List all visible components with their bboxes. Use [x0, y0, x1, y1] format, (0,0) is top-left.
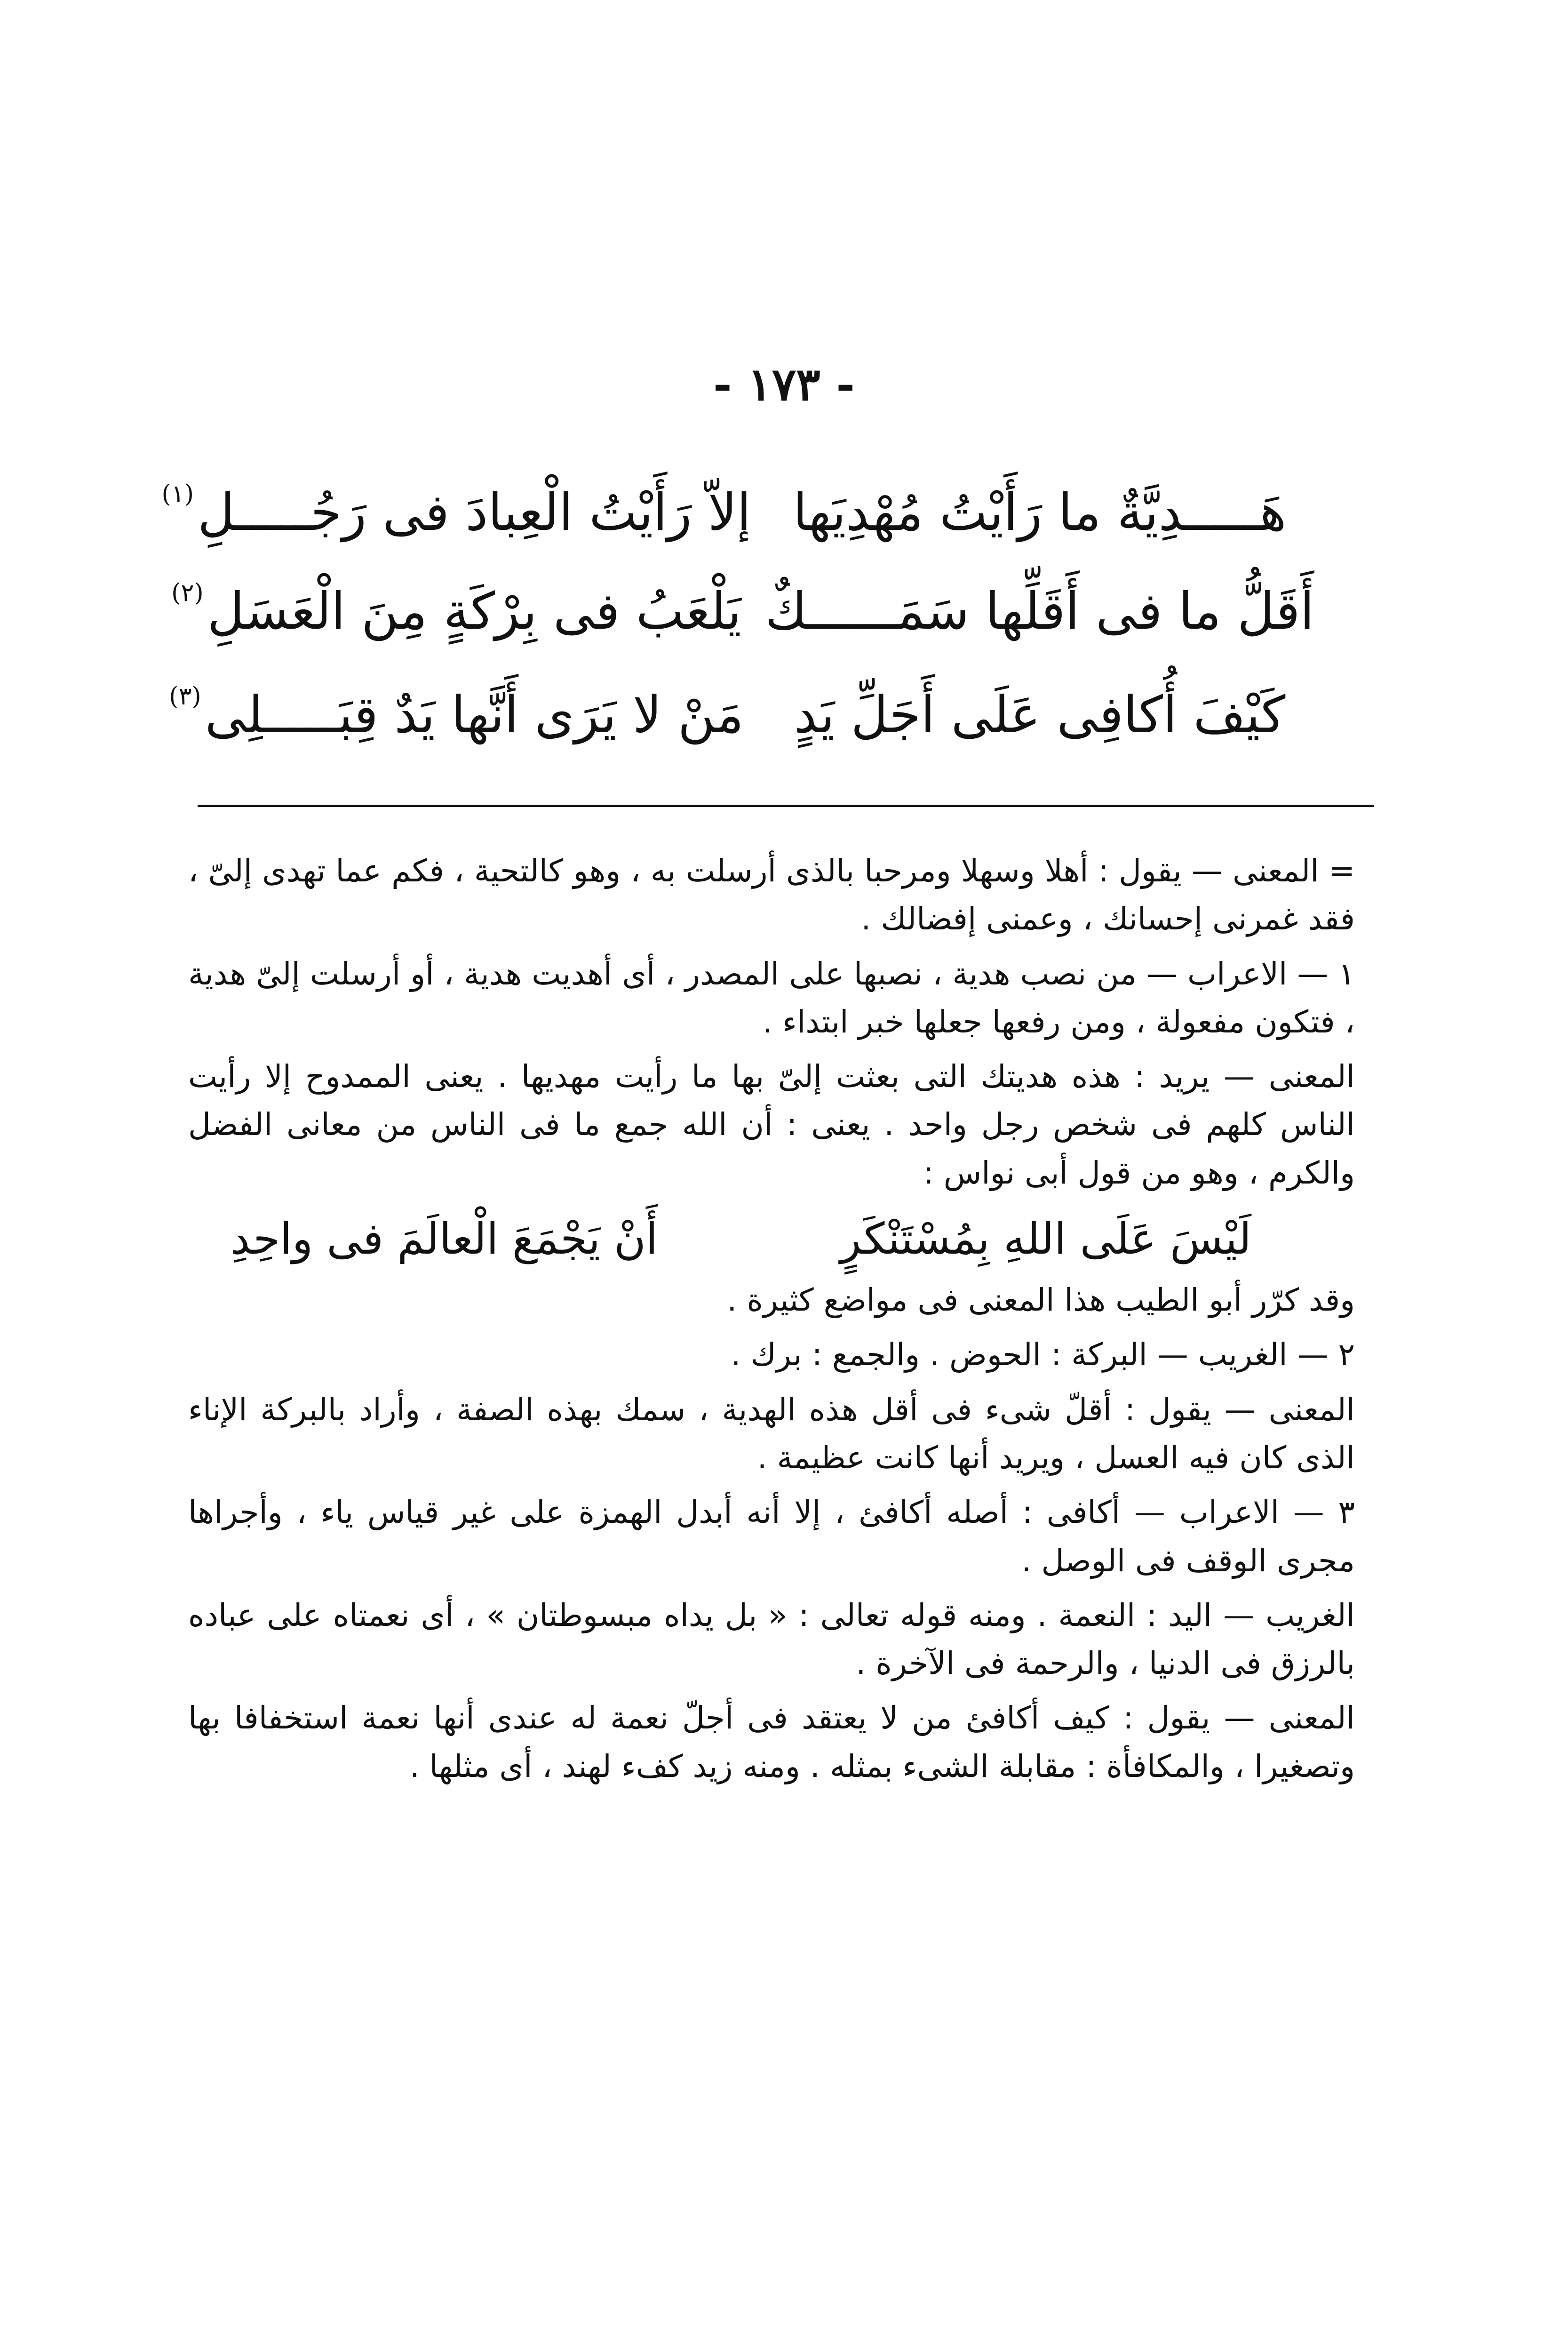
verse-first-hemistich — [786, 680, 1294, 751]
commentary-paragraph: الغريب — اليد : النعمة . ومنه قوله تعالى : « بل يداه مبسوطتان » ، أى نعمتاه على عباده بالرزق فى الدنيا ، والرحمة فى الآخرة . — [188, 1597, 1355, 1682]
commentary-section — [188, 847, 1355, 1797]
commentary-paragraph: المعنى — يقول : أقلّ شىء فى أقل هذه الهدية ، سمك بهذه الصفة ، وأراد بالبركة الإناء الذى كان فيه العسل ، ويريد أنها كانت عظيمة . — [188, 1391, 1355, 1476]
quoted-verse — [188, 1207, 1355, 1272]
quoted-verse-second: أَنْ يَجْمَعَ الْعالَمَ فى واحِدِ — [231, 1214, 658, 1264]
commentary-paragraph: المعنى — يريد : هذه هديتك التى بعثت إلىّ بها ما رأيت مهديها . يعنى الممدوح إلا رأيت الناس كلهم فى شخص رجل واحد . يعنى : أن الله جمع ما فى الناس من معانى الفضل والكرم ، وهو من قول أبى نواس : — [188, 1058, 1355, 1191]
commentary-paragraph: = المعنى — يقول : أهلا وسهلا ومرحبا بالذى أرسلت به ، وهو كالتحية ، فكم عما تهدى إلىّ ، فقد غمرنى إحسانك ، وعمنى إفضالك . — [188, 853, 1355, 937]
quoted-verse-first: لَيْسَ عَلَى اللهِ بِمُسْتَنْكَرٍ — [840, 1214, 1251, 1264]
verse-first-hemistich — [765, 576, 1314, 647]
verse-second-hemistich — [161, 477, 751, 548]
commentary-paragraph: ١ — الاعراب — من نصب هدية ، نصبها على المصدر ، أى أهديت هدية ، أو أرسلت إلىّ هدية ، فتكون مفعولة ، ومن رفعها جعلها خبر ابتداء . — [188, 955, 1355, 1040]
footnote-marker: (٣) — [169, 682, 201, 711]
commentary-paragraph: ٢ — الغريب — البركة : الحوض . والجمع : برك . — [731, 1336, 1355, 1373]
page-number: - ١٧٣ - — [713, 358, 855, 411]
verse-text: أَقَلُّ ما فى أَقَلِّها سَمَــــــكٌ — [765, 582, 1314, 641]
verse-second-hemistich — [169, 680, 744, 751]
verse-text: مَنْ لا يَرَى أَنَّها يَدٌ قِبَـــــلِى — [205, 686, 744, 745]
footnote-marker: (٢) — [171, 579, 204, 608]
verse-text: يَلْعَبُ فى بِرْكَةٍ مِنَ الْعَسَلِ — [207, 582, 741, 641]
commentary-paragraph: المعنى — يقول : كيف أكافئ من لا يعتقد فى أجلّ نعمة له عندى أنها نعمة استخفافا بها وتصغيرا ، والمكافأة : مقابلة الشىء بمثله . ومنه زيد كفء لهند ، أى مثلها . — [188, 1700, 1355, 1784]
verse-line — [171, 565, 1314, 659]
commentary-paragraph: ٣ — الاعراب — أكافى : أصله أكافئ ، إلا أنه أبدل الهمزة على غير قياس ياء ، وأجراها مجرى الوقف فى الوصل . — [188, 1494, 1355, 1579]
verse-second-hemistich — [171, 576, 741, 647]
verse-text: هَـــــدِيَّةٌ ما رَأَيْتُ مُهْدِيَها — [793, 483, 1287, 543]
verse-line — [161, 466, 1294, 560]
separator-rule — [198, 805, 1374, 807]
footnote-marker: (١) — [161, 480, 194, 509]
verse-text: كَيْفَ أُكافِى عَلَى أَجَلِّ يَدٍ — [794, 686, 1286, 745]
verse-first-hemistich — [786, 477, 1294, 548]
verse-text: إلاّ رَأَيْتُ الْعِبادَ فى رَجُـــــلِ — [198, 483, 751, 543]
verse-line — [169, 668, 1294, 762]
commentary-paragraph: وقد كرّر أبو الطيب هذا المعنى فى مواضع كثيرة . — [727, 1282, 1355, 1319]
